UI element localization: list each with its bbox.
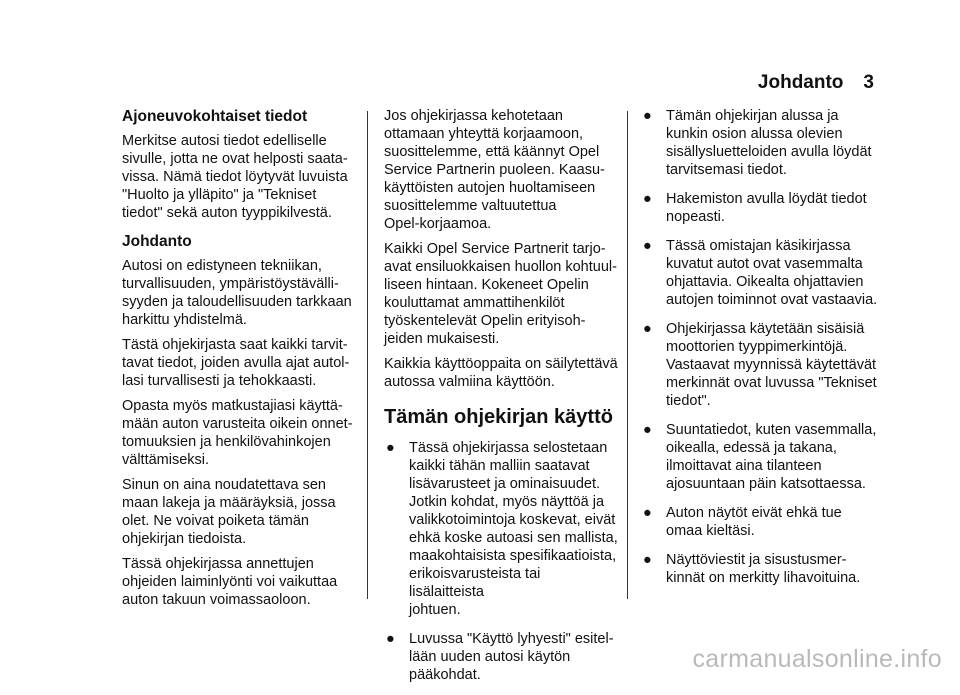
bullet-icon: ●: [643, 191, 652, 207]
list-item-text: Luvussa "Käyttö lyhyesti" esitel- lään uuden autosi käytön pääkohdat.: [409, 631, 614, 683]
list-item-text: Hakemiston avulla löydät tiedot nopeasti.: [666, 191, 867, 225]
list-item-text: Auton näytöt eivät ehkä tue omaa kieltäsi.: [666, 505, 842, 539]
paragraph: Kaikkia käyttöoppaita on säilytettävä autossa valmiina käyttöön.: [384, 356, 618, 390]
paragraph: Autosi on edistyneen tekniikan, turvallisuuden, ympäristöystävälli- syyden ja taloudellisuuden tarkkaan harkittu yhdistelmä.: [122, 258, 352, 328]
paragraph: Kaikki Opel Service Partnerit tarjo- avat ensiluokkaisen huollon kohtuul- liseen hintaan. Kokeneet Opelin kouluttamat ammattihenkilöt työskentelevät Opelin erityisoh- jeiden mukaisesti.: [384, 241, 617, 347]
bullet-icon: ●: [643, 552, 652, 568]
bullet-list: [384, 439, 619, 684]
bullet-icon: ●: [643, 108, 652, 124]
bullet-icon: ●: [386, 440, 395, 456]
page-header: [758, 72, 874, 94]
column-divider-2: [627, 111, 628, 599]
list-item: [641, 320, 881, 410]
column-1: [122, 107, 357, 616]
bullet-list: [641, 107, 881, 587]
paragraph: Opasta myös matkustajiasi käyttä- mään auton varusteita oikein onnet- tomuuksien ja henkilövahinkojen välttämiseksi.: [122, 398, 353, 468]
watermark: carmanualsonline.info: [692, 645, 942, 673]
column-divider-1: [367, 111, 368, 599]
heading-vehicle-specific-data: Ajoneuvokohtaiset tiedot: [122, 108, 308, 125]
page-number: 3: [863, 72, 874, 93]
column-3: [641, 107, 881, 598]
list-item-text: Tämän ohjekirjan alussa ja kunkin osion alussa olevien sisällysluetteloiden avulla löydät tarvitsemasi tiedot.: [666, 108, 872, 178]
paragraph: Tästä ohjekirjasta saat kaikki tarvit- tavat tiedot, joiden avulla ajat autol- lasi turvallisesti ja tehokkaasti.: [122, 337, 350, 389]
list-item: [641, 504, 881, 540]
list-item: [641, 551, 881, 587]
paragraph: Merkitse autosi tiedot edelliselle sivulle, jotta ne ovat helposti saata- vissa. Nämä tiedot löytyvät luvuista "Huolto ja ylläpito" ja "Tekniset tiedot" sekä auton tyyppikilvestä.: [122, 133, 348, 221]
paragraph: Tässä ohjekirjassa annettujen ohjeiden laiminlyönti voi vaikuttaa auton takuun voimassaoloon.: [122, 556, 338, 608]
bullet-icon: ●: [643, 238, 652, 254]
heading-using-this-manual: Tämän ohjekirjan käyttö: [384, 406, 613, 428]
paragraph: Sinun on aina noudatettava sen maan lakeja ja määräyksiä, jossa olet. Ne voivat poiketa tämän ohjekirjan tiedoista.: [122, 477, 336, 547]
bullet-icon: ●: [643, 505, 652, 521]
paragraph: Jos ohjekirjassa kehotetaan ottamaan yhteyttä korjaamoon, suosittelemme, että käännyt Opel Service Partnerin puoleen. Kaasu- käyttöisten autojen huoltamiseen suosittelemme valtuutettua Opel-korjaamoa.: [384, 108, 605, 232]
section-title: Johdanto: [757, 72, 844, 93]
list-item-text: Tässä ohjekirjassa selostetaan kaikki tähän malliin saatavat lisävarusteet ja ominaisuudet. Jotkin kohdat, myös näyttöä ja valikkotoimintoja koskevat, eivät ehkä koske autoasi sen mallista, maakohtaisista spesifikaatioista, erikoisvarusteista tai lisälaitteista johtuen.: [409, 440, 618, 618]
list-item-text: Suuntatiedot, kuten vasemmalla, oikealla, edessä ja takana, ilmoittavat aina tilanteen ajosuuntaan päin katsottaessa.: [666, 422, 877, 492]
bullet-icon: ●: [386, 631, 395, 647]
list-item: [641, 421, 881, 493]
list-item: [641, 237, 881, 309]
list-item-text: Ohjekirjassa käytetään sisäisiä moottorien tyyppimerkintöjä. Vastaavat myynnissä käytettävät merkinnät ovat luvussa "Tekniset tiedot".: [666, 321, 877, 409]
list-item: [384, 630, 619, 684]
list-item-text: Näyttöviestit ja sisustusmer- kinnät on merkitty lihavoituina.: [666, 552, 861, 586]
heading-introduction: Johdanto: [122, 233, 192, 250]
column-2: [384, 107, 619, 695]
list-item: [384, 439, 619, 619]
list-item: [641, 107, 881, 179]
bullet-icon: ●: [643, 321, 652, 337]
bullet-icon: ●: [643, 422, 652, 438]
list-item: [641, 190, 881, 226]
list-item-text: Tässä omistajan käsikirjassa kuvatut autot ovat vasemmalta ohjattavia. Oikealta ohjattavien autojen toiminnot ovat vastaavia.: [666, 238, 878, 308]
